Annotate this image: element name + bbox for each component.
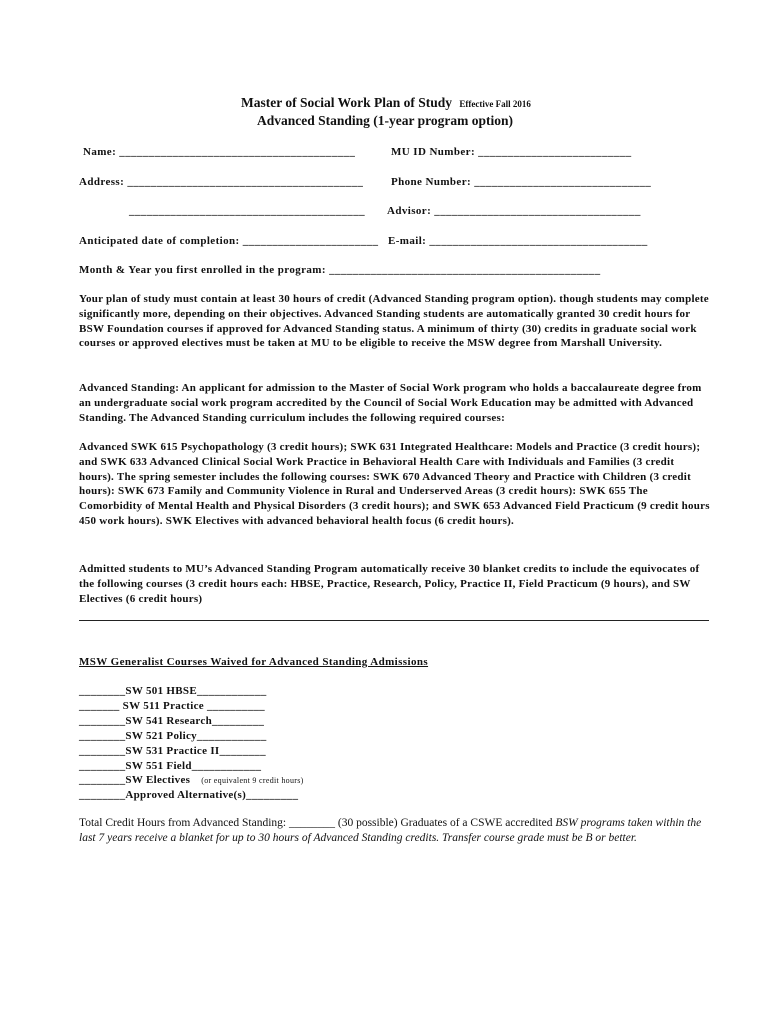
document-subtitle: Advanced Standing (1-year program option)	[257, 113, 514, 128]
document-title	[241, 95, 531, 111]
blanket-credits-paragraph: Admitted students to MU’s Advanced Standing Program automatically receive 30 blanket credits to include the equivocates of the following courses (3 credit hours each: HBSE, Practice, Research, Policy, Practice II, Field Practicum (9 hours), and SW Electives (6 credit hours)	[79, 563, 700, 605]
course-line-research[interactable]: ________SW 541 Research_________	[79, 715, 265, 727]
course-line-practice[interactable]: _______ SW 511 Practice __________	[79, 700, 265, 712]
waived-courses-heading: MSW Generalist Courses Waived for Advanced Standing Admissions	[79, 656, 429, 668]
required-courses-paragraph: Advanced SWK 615 Psychopathology (3 credit hours); SWK 631 Integrated Healthcare: Models and Practice (3 credit hours); and SWK 633 Advanced Clinical Social Work Practice in Behavioral Health Care with Individuals and Families (3 credit hours). The spring semester includes the following courses: SWK 670 Advanced Theory and Practice with Children (3 credit hours): SWK 673 Family and Community Violence in Rural and Underserved Areas (3 credit hours): SWK 655 The Comorbidity of Mental Health and Physical Disorders (3 credit hours); and SWK 653 Advanced Field Practicum (9 credit hours 450 work hours). SWK Electives with advanced behavioral health focus (6 credit hours).	[79, 441, 710, 527]
total-credit-hours-note	[79, 816, 719, 846]
mu-id-field[interactable]: MU ID Number: __________________________	[391, 146, 632, 158]
electives-label: ________SW Electives	[79, 774, 191, 786]
course-line-practice-ii[interactable]: ________SW 531 Practice II________	[79, 745, 266, 757]
course-line-electives[interactable]	[79, 774, 304, 786]
course-line-policy[interactable]: ________SW 521 Policy____________	[79, 730, 267, 742]
electives-note: (or equivalent 9 credit hours)	[201, 776, 304, 785]
email-field[interactable]: E-mail: _____________________________________	[388, 235, 648, 247]
address-field[interactable]: Address: ________________________________________	[79, 176, 364, 188]
course-line-field[interactable]: ________SW 551 Field____________	[79, 760, 262, 772]
advanced-standing-paragraph: Advanced Standing: An applicant for admission to the Master of Social Work program who holds a baccalaureate degree from an undergraduate social work program accredited by the Council of Social Work Education may be admitted with Advanced Standing. The Advanced Standing curriculum includes the following required courses:	[79, 382, 702, 424]
total-credit-hours-italic: BSW programs taken within the last 7 years receive a blanket for up to 30 hours of Advanced Standing credits. Transfer course grade must be B or better.	[79, 817, 702, 844]
name-field[interactable]: Name: ________________________________________	[83, 146, 356, 158]
advisor-field[interactable]: Advisor: ___________________________________	[387, 205, 641, 217]
total-credit-hours-text: Total Credit Hours from Advanced Standing: ________ (30 possible) Graduates of a CSWE accredited	[79, 817, 556, 829]
phone-field[interactable]: Phone Number: ______________________________	[391, 176, 652, 188]
plan-requirements-paragraph: Your plan of study must contain at least 30 hours of credit (Advanced Standing program option). though students may complete significantly more, depending on their objectives. Advanced Standing students are automatically granted 30 credit hours for BSW Foundation courses if approved for Advanced Standing status. A minimum of thirty (30) credits in graduate social work courses or approved electives must be taken at MU to be eligible to receive the MSW degree from Marshall University.	[79, 293, 709, 350]
address-line-2-field[interactable]: ________________________________________	[129, 205, 365, 217]
enrollment-date-field[interactable]: Month & Year you first enrolled in the program: ______________________________________________	[79, 264, 601, 276]
effective-date: Effective Fall 2016	[459, 99, 531, 109]
completion-date-field[interactable]: Anticipated date of completion: _______________________	[79, 235, 379, 247]
title-text: Master of Social Work Plan of Study	[241, 95, 453, 110]
course-line-approved-alternatives[interactable]: ________Approved Alternative(s)_________	[79, 789, 299, 801]
section-divider	[79, 620, 709, 621]
course-line-hbse[interactable]: ________SW 501 HBSE____________	[79, 685, 267, 697]
